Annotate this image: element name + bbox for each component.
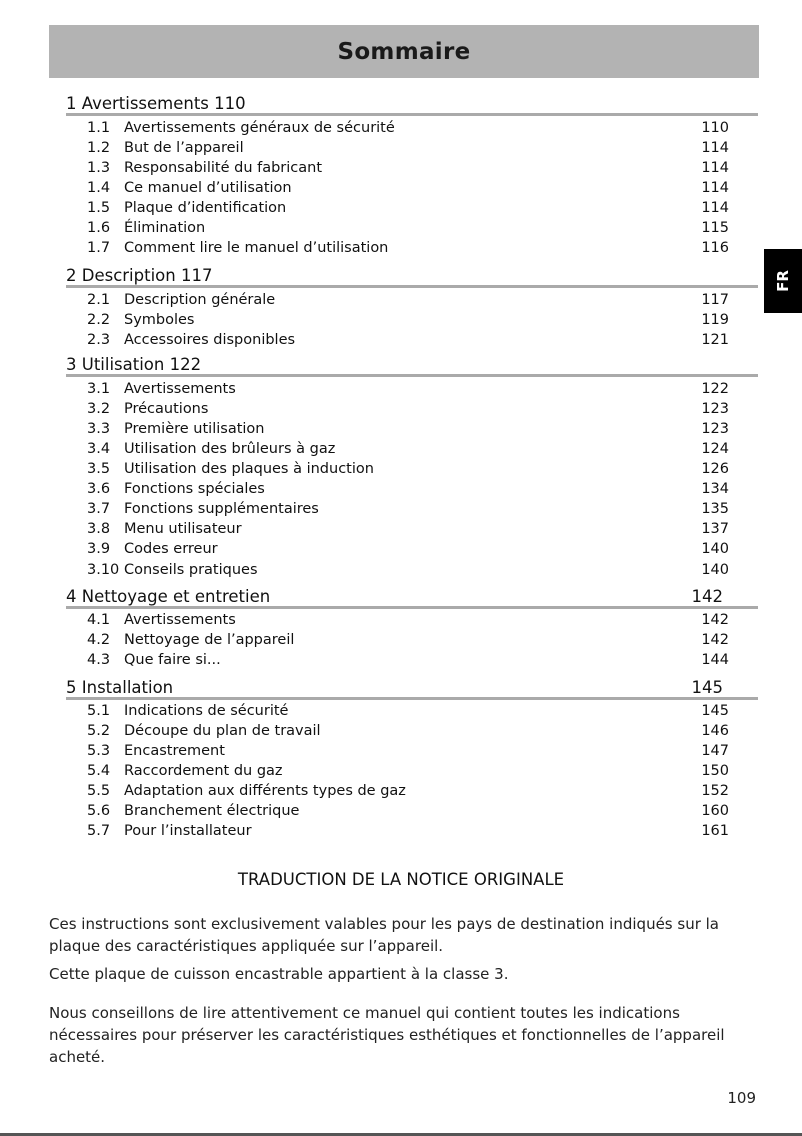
toc-entry[interactable] (87, 630, 729, 650)
toc-entry-number: 1.5 (87, 200, 111, 216)
toc-entry-page: 114 (701, 160, 729, 176)
toc-entry-label: Découpe du plan de travail (124, 723, 321, 739)
toc-entry-number: 1.7 (87, 240, 111, 256)
toc-entry-page: 123 (701, 421, 729, 437)
toc-section-1-heading[interactable] (66, 95, 758, 116)
toc-entry-label: Plaque d’identification (124, 200, 287, 216)
toc-entry[interactable] (87, 290, 729, 310)
toc-section-4-heading[interactable] (66, 588, 758, 609)
toc-entry-label: Codes erreur (124, 541, 218, 557)
toc-entry-number: 5.6 (87, 803, 111, 819)
toc-entry-number: 3.3 (87, 421, 111, 437)
toc-entry-number: 5.3 (87, 743, 111, 759)
page-title: Sommaire (337, 38, 471, 65)
toc-entry-page: 115 (701, 220, 729, 236)
toc-entry[interactable] (87, 419, 729, 439)
toc-entry-page: 124 (701, 441, 729, 457)
toc-entry-label: Description générale (124, 292, 276, 308)
toc-entry-page: 126 (701, 461, 729, 477)
toc-entry-page: 142 (701, 612, 729, 628)
toc-entry-label: Indications de sécurité (124, 703, 289, 719)
toc-entry-label: Adaptation aux différents types de gaz (124, 783, 406, 799)
toc-entry[interactable] (87, 439, 729, 459)
toc-entry-number: 1.4 (87, 180, 111, 196)
toc-entry-number: 4.1 (87, 612, 111, 628)
toc-entry-number: 5.7 (87, 823, 111, 839)
toc-entry-page: 114 (701, 200, 729, 216)
toc-entry[interactable] (87, 610, 729, 630)
toc-entry-label: Pour l’installateur (124, 823, 252, 839)
toc-entry[interactable] (87, 158, 729, 178)
notice-paragraph: Cette plaque de cuisson encastrable appartient à la classe 3. (49, 965, 509, 983)
toc-entry[interactable] (87, 650, 729, 670)
toc-entry-number: 5.5 (87, 783, 111, 799)
toc-entry-number: 1.1 (87, 120, 111, 136)
toc-entry-number: 3.7 (87, 501, 111, 517)
toc-entry-page: 134 (701, 481, 729, 497)
toc-section-5-heading[interactable] (66, 679, 758, 700)
toc-entry-number: 1.3 (87, 160, 111, 176)
toc-entry-page: 137 (701, 521, 729, 537)
toc-entry-page: 142 (701, 632, 729, 648)
toc-entry[interactable] (87, 379, 729, 399)
toc-section-2-heading[interactable] (66, 267, 758, 288)
toc-entry-label: Fonctions supplémentaires (124, 501, 319, 517)
toc-entry[interactable] (87, 138, 729, 158)
toc-entry-page: 122 (701, 381, 729, 397)
toc-entry[interactable] (87, 118, 729, 138)
toc-section-3-heading[interactable] (66, 356, 758, 377)
toc-entry-number: 5.2 (87, 723, 111, 739)
toc-entry[interactable] (87, 821, 729, 841)
toc-entry-number: 5.4 (87, 763, 111, 779)
toc-entry-page: 152 (701, 783, 729, 799)
toc-entry-page: 123 (701, 401, 729, 417)
toc-entry-number: 3.4 (87, 441, 111, 457)
toc-entry-page: 114 (701, 140, 729, 156)
toc-section-title: 5 Installation (66, 678, 174, 697)
toc-section-page: 142 (691, 587, 723, 606)
toc-entry-number: 5.1 (87, 703, 111, 719)
toc-entry-number: 3.10 (87, 562, 120, 578)
toc-entry-label: Précautions (124, 401, 209, 417)
toc-entry-number: 3.5 (87, 461, 111, 477)
toc-entry-page: 114 (701, 180, 729, 196)
toc-section-title: 2 Description 117 (66, 266, 213, 285)
toc-entry-page: 146 (701, 723, 729, 739)
toc-entry[interactable] (87, 310, 729, 330)
toc-entry-number: 3.8 (87, 521, 111, 537)
toc-entry-label: Responsabilité du fabricant (124, 160, 323, 176)
toc-entry-label: Menu utilisateur (124, 521, 242, 537)
toc-entry[interactable] (87, 198, 729, 218)
toc-entry-label: Accessoires disponibles (124, 332, 296, 348)
toc-entry-label: Nettoyage de l’appareil (124, 632, 295, 648)
toc-entry-label: Avertissements (124, 381, 236, 397)
toc-entry-page: 117 (701, 292, 729, 308)
toc-entry-number: 4.3 (87, 652, 111, 668)
toc-entry-label: Utilisation des plaques à induction (124, 461, 374, 477)
toc-entry[interactable] (87, 721, 729, 741)
toc-entry-label: Symboles (124, 312, 195, 328)
toc-entry-page: 144 (701, 652, 729, 668)
toc-entry-label: Avertissements (124, 612, 236, 628)
toc-entry-number: 3.1 (87, 381, 111, 397)
toc-entry[interactable] (87, 178, 729, 198)
toc-entry-page: 110 (701, 120, 729, 136)
toc-section-title: 4 Nettoyage et entretien (66, 587, 271, 606)
toc-entry-label: Première utilisation (124, 421, 265, 437)
toc-entry-page: 150 (701, 763, 729, 779)
toc-entry-number: 2.3 (87, 332, 111, 348)
toc-entry-number: 3.9 (87, 541, 111, 557)
toc-entry-page: 140 (701, 541, 729, 557)
toc-entry-label: Que faire si... (124, 652, 221, 668)
toc-entry[interactable] (87, 218, 729, 238)
toc-entry-page: 147 (701, 743, 729, 759)
language-tab-label: FR (773, 270, 792, 292)
toc-entry[interactable] (87, 781, 729, 801)
toc-entry-number: 2.2 (87, 312, 111, 328)
toc-entry[interactable] (87, 801, 729, 821)
toc-entry[interactable] (87, 479, 729, 499)
toc-entry-page: 121 (701, 332, 729, 348)
toc-entry-number: 1.2 (87, 140, 111, 156)
notice-heading: TRADUCTION DE LA NOTICE ORIGINALE (237, 870, 565, 889)
toc-entry[interactable] (87, 399, 729, 419)
toc-entry[interactable] (87, 539, 729, 559)
toc-entry-label: But de l’appareil (124, 140, 244, 156)
toc-section-title: 1 Avertissements 110 (66, 94, 246, 113)
toc-entry-label: Conseils pratiques (124, 562, 258, 578)
toc-entry-page: 140 (701, 562, 729, 578)
toc-entry-number: 4.2 (87, 632, 111, 648)
toc-entry[interactable] (87, 330, 729, 350)
toc-entry[interactable] (87, 560, 729, 580)
toc-entry[interactable] (87, 761, 729, 781)
toc-entry-number: 3.2 (87, 401, 111, 417)
toc-entry-page: 116 (701, 240, 729, 256)
toc-entry-label: Élimination (124, 220, 206, 236)
toc-entry-number: 1.6 (87, 220, 111, 236)
toc-section-title: 3 Utilisation 122 (66, 355, 202, 374)
toc-section-page: 145 (691, 678, 723, 697)
toc-entry-label: Branchement électrique (124, 803, 300, 819)
page-number: 109 (727, 1089, 756, 1107)
notice-paragraph: Nous conseillons de lire attentivement ce manuel qui contient toutes les indications nécessaires pour préserver les caractéristiques esthétiques et fonctionnelles de l’appareil acheté. (49, 1004, 725, 1066)
toc-entry[interactable] (87, 519, 729, 539)
toc-entry-page: 160 (701, 803, 729, 819)
toc-entry[interactable] (87, 238, 729, 258)
toc-entry[interactable] (87, 499, 729, 519)
toc-entry-number: 2.1 (87, 292, 111, 308)
toc-entry-label: Encastrement (124, 743, 225, 759)
toc-entry[interactable] (87, 459, 729, 479)
toc-entry-number: 3.6 (87, 481, 111, 497)
toc-entry-label: Utilisation des brûleurs à gaz (124, 441, 336, 457)
toc-entry-page: 145 (701, 703, 729, 719)
toc-entry[interactable] (87, 701, 729, 721)
toc-entry-label: Fonctions spéciales (124, 481, 265, 497)
notice-paragraph: Ces instructions sont exclusivement valables pour les pays de destination indiqués sur la plaque des caractéristiques appliquée sur l’appareil. (49, 915, 719, 955)
toc-entry-page: 119 (701, 312, 729, 328)
toc-entry-label: Ce manuel d’utilisation (124, 180, 292, 196)
toc-entry-label: Comment lire le manuel d’utilisation (124, 240, 389, 256)
toc-entry-label: Avertissements généraux de sécurité (124, 120, 395, 136)
toc-entry-page: 135 (701, 501, 729, 517)
toc-entry-label: Raccordement du gaz (124, 763, 283, 779)
toc-entry[interactable] (87, 741, 729, 761)
toc-entry-page: 161 (701, 823, 729, 839)
